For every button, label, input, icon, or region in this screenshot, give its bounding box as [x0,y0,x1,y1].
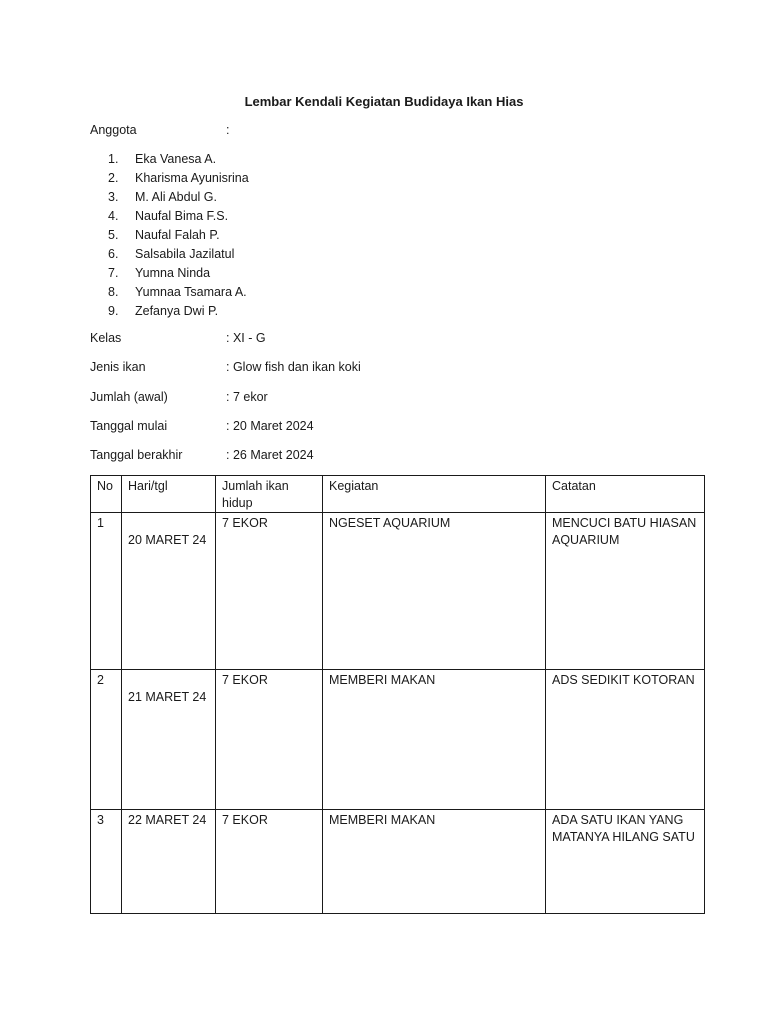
tanggal-mulai-label: Tanggal mulai [90,419,168,433]
kelas-label: Kelas [90,331,122,345]
jenis-ikan-label: Jenis ikan [90,360,146,374]
cell-kegiatan: MEMBERI MAKAN [323,670,546,810]
member-name: Salsabila Jazilatul [135,247,235,261]
member-name: Eka Vanesa A. [135,152,217,166]
cell-hari-tgl [122,670,216,810]
cell-catatan: MENCUCI BATU HIASAN AQUARIUM [546,513,705,670]
header-kegiatan: Kegiatan [323,476,546,513]
activity-log-table [90,475,705,914]
cell-hari-tgl-text: 20 MARET 24 [128,533,207,547]
member-name: Yumna Ninda [135,266,211,280]
member-item: 2. Kharisma Ayunisrina [108,171,249,185]
jenis-ikan-value: : Glow fish dan ikan koki [226,360,361,374]
cell-catatan: ADS SEDIKIT KOTORAN [546,670,705,810]
member-item: 9. Zefanya Dwi P. [108,304,219,318]
header-catatan: Catatan [546,476,705,513]
cell-hari-tgl [122,513,216,670]
member-item: 8. Yumnaa Tsamara A. [108,285,247,299]
cell-jumlah: 7 EKOR [216,810,323,914]
member-list [108,150,249,321]
member-item: 7. Yumna Ninda [108,266,211,280]
cell-hari-tgl: 22 MARET 24 [122,810,216,914]
member-name: Zefanya Dwi P. [135,304,219,318]
member-name: Naufal Falah P. [135,228,220,242]
member-item: 4. Naufal Bima F.S. [108,209,229,223]
header-hari-tgl: Hari/tgl [122,476,216,513]
anggota-label: Anggota [90,123,137,137]
table-row [91,810,705,914]
member-item: 5. Naufal Falah P. [108,228,220,242]
tanggal-berakhir-label: Tanggal berakhir [90,448,183,462]
cell-catatan: ADA SATU IKAN YANG MATANYA HILANG SATU [546,810,705,914]
document-title: Lembar Kendali Kegiatan Budidaya Ikan Hias [244,94,524,109]
member-item: 3. M. Ali Abdul G. [108,190,217,204]
cell-jumlah: 7 EKOR [216,513,323,670]
header-jumlah-ikan-hidup: Jumlah ikan hidup [216,476,323,513]
member-item: 6. Salsabila Jazilatul [108,247,235,261]
cell-jumlah: 7 EKOR [216,670,323,810]
jumlah-awal-value: : 7 ekor [226,390,268,404]
member-name: Kharisma Ayunisrina [135,171,249,185]
table-row [91,670,705,810]
member-name: M. Ali Abdul G. [135,190,217,204]
kelas-value: : XI - G [226,331,266,345]
tanggal-berakhir-value: : 26 Maret 2024 [226,448,314,462]
cell-no: 2 [91,670,122,810]
member-name: Naufal Bima F.S. [135,209,229,223]
header-no: No [91,476,122,513]
member-name: Yumnaa Tsamara A. [135,285,247,299]
jumlah-awal-label: Jumlah (awal) [90,390,168,404]
cell-kegiatan: NGESET AQUARIUM [323,513,546,670]
cell-no: 3 [91,810,122,914]
cell-hari-tgl-text: 21 MARET 24 [128,690,207,704]
table-row [91,513,705,670]
anggota-colon: : [226,123,230,137]
cell-no: 1 [91,513,122,670]
tanggal-mulai-value: : 20 Maret 2024 [226,419,314,433]
cell-kegiatan: MEMBERI MAKAN [323,810,546,914]
member-item: 1. Eka Vanesa A. [108,152,217,166]
table-header-row [91,476,705,513]
